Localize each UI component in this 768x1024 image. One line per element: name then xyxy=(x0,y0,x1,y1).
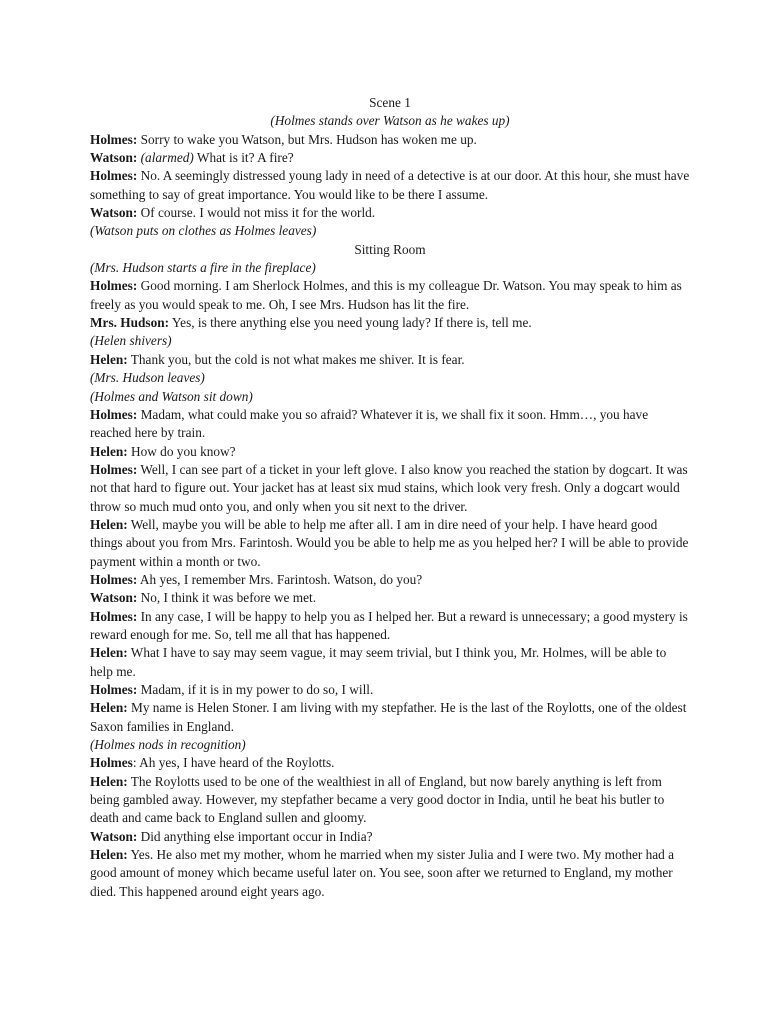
dialogue-text: Yes, is there anything else you need young lady? If there is, tell me. xyxy=(171,315,532,331)
speaker-name: Helen: xyxy=(90,847,128,863)
speaker-name: Helen: xyxy=(90,700,128,716)
dialogue-line xyxy=(90,681,690,699)
speaker-name: Mrs. Hudson: xyxy=(90,315,170,331)
speaker-name: Helen: xyxy=(90,516,128,532)
dialogue-text: Of course. I would not miss it for the world. xyxy=(140,205,376,221)
dialogue-text: Madam, what could make you so afraid? Whatever it is, we shall fix it soon. Hmm…, you have reached here by train. xyxy=(90,406,649,441)
dialogue-line xyxy=(90,277,690,314)
dialogue-text: My name is Helen Stoner. I am living with my stepfather. He is the last of the Roylotts, one of the oldest Saxon families in England. xyxy=(90,700,687,734)
dialogue-text: In any case, I will be happy to help you as I helped her. But a reward is unnecessary; a good mystery is reward enough for me. So, tell me all that has happened. xyxy=(90,608,688,642)
dialogue-text: What is it? A fire? xyxy=(196,150,294,166)
dialogue-text: Thank you, but the cold is not what makes me shiver. It is fear. xyxy=(130,351,465,367)
speaker-name: Helen: xyxy=(90,443,128,459)
speaker-name: Watson: xyxy=(90,150,138,166)
dialogue-line xyxy=(90,351,690,369)
speaker-name: Watson: xyxy=(90,828,138,844)
dialogue-line xyxy=(90,461,690,516)
dialogue-text: No. A seemingly distressed young lady in need of a detective is at our door. At this hour, she must have something to say of great importance. You would like to be there I assume. xyxy=(90,168,690,202)
dialogue-text: Madam, if it is in my power to do so, I will. xyxy=(140,682,374,697)
speaker-name: Holmes: xyxy=(90,168,138,184)
dialogue-text: Well, maybe you will be able to help me after all. I am in dire need of your help. I have heard good things about you from Mrs. Farintosh. Would you be able to help me as you helped her? I will be able to provide payment within a month or two. xyxy=(90,516,689,569)
dialogue-line xyxy=(90,406,690,443)
dialogue-line xyxy=(90,571,690,589)
stage-direction: (Watson puts on clothes as Holmes leaves) xyxy=(90,223,317,239)
dialogue-text: The Roylotts used to be one of the wealthiest in all of England, but now barely anything is left from being gambled away. However, my stepfather became a very good doctor in India, until he beat his butler to death and came back to England sullen and gloomy. xyxy=(90,773,665,826)
speaker-name: Holmes: xyxy=(90,608,138,624)
stage-direction: (Holmes and Watson sit down) xyxy=(90,388,253,404)
dialogue-line xyxy=(90,608,690,645)
inline-direction: (alarmed) xyxy=(140,150,194,166)
speaker-name: Holmes: xyxy=(90,278,138,294)
dialogue-line xyxy=(90,846,690,901)
speaker-name: Watson: xyxy=(90,205,138,221)
stage-direction: (Mrs. Hudson leaves) xyxy=(90,370,205,386)
speaker-name: Helen: xyxy=(90,773,128,789)
dialogue-text: Sorry to wake you Watson, but Mrs. Hudson has woken me up. xyxy=(140,131,477,147)
speaker-name: Holmes xyxy=(90,755,133,771)
dialogue-line xyxy=(90,204,690,222)
dialogue-line xyxy=(90,131,690,149)
dialogue-line xyxy=(90,589,690,607)
dialogue-line xyxy=(90,754,690,772)
stage-direction: (Holmes nods in recognition) xyxy=(90,737,246,753)
speaker-name: Holmes: xyxy=(90,461,138,477)
dialogue-line xyxy=(90,167,690,204)
dialogue-line xyxy=(90,699,690,736)
dialogue-line xyxy=(90,516,690,571)
dialogue-text: No, I think it was before we met. xyxy=(140,590,317,606)
dialogue-text: Ah yes, I have heard of the Roylotts. xyxy=(139,755,335,771)
speaker-name: Holmes: xyxy=(90,571,138,587)
stage-direction: (Mrs. Hudson starts a fire in the fireplace) xyxy=(90,260,316,276)
dialogue-text: How do you know? xyxy=(131,443,236,459)
speaker-name: Holmes: xyxy=(90,406,138,422)
stage-direction: (Holmes stands over Watson as he wakes up) xyxy=(270,113,510,129)
script-page xyxy=(90,94,690,901)
speaker-name: Helen: xyxy=(90,645,128,661)
speaker-name: Holmes: xyxy=(90,682,138,697)
dialogue-text: Good morning. I am Sherlock Holmes, and this is my colleague Dr. Watson. You may speak to him as freely as you would speak to me. Oh, I see Mrs. Hudson has lit the fire. xyxy=(90,278,682,312)
dialogue-text: Ah yes, I remember Mrs. Farintosh. Watson, do you? xyxy=(139,571,423,587)
dialogue-line xyxy=(90,443,690,461)
scene-heading: Scene 1 xyxy=(369,95,411,110)
dialogue-text: What I have to say may seem vague, it may seem trivial, but I think you, Mr. Holmes, will be able to help me. xyxy=(90,645,667,679)
dialogue-line xyxy=(90,828,690,846)
dialogue-line xyxy=(90,773,690,828)
speaker-name: Helen: xyxy=(90,351,128,367)
speaker-name: Holmes: xyxy=(90,131,138,147)
dialogue-line xyxy=(90,644,690,681)
dialogue-text: Did anything else important occur in India? xyxy=(140,828,373,844)
dialogue-line xyxy=(90,314,690,332)
stage-direction: (Helen shivers) xyxy=(90,333,172,349)
dialogue-line xyxy=(90,149,690,167)
dialogue-text: Well, I can see part of a ticket in your left glove. I also know you reached the station by dogcart. It was not that hard to figure out. Your jacket has at least six mud stains, which look very fresh. Only a dogcart would throw so much mud onto you, and only when you sit next to the driver. xyxy=(90,461,688,514)
dialogue-text: Yes. He also met my mother, whom he married when my sister Julia and I were two. My mother had a good amount of money which became useful later on. You see, soon after we returned to England, my mother died. This happened around eight years ago. xyxy=(90,847,675,899)
speaker-name: Watson: xyxy=(90,590,138,606)
scene-heading: Sitting Room xyxy=(354,241,426,257)
speaker-colon: : xyxy=(132,755,137,771)
